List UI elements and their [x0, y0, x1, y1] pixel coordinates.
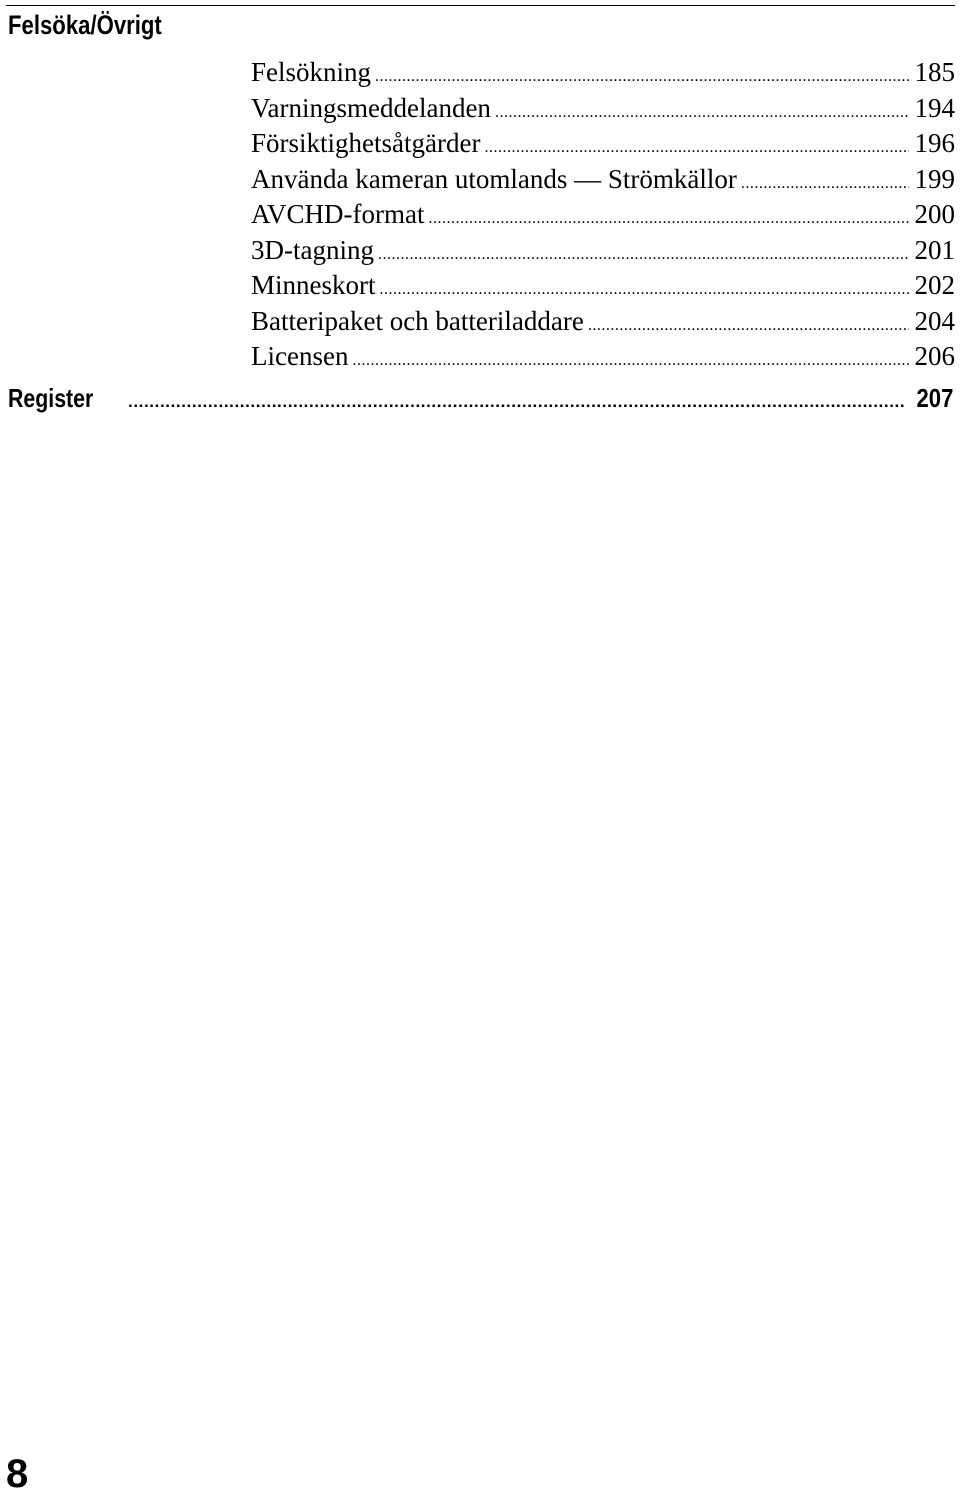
toc-dot-leader: [588, 308, 909, 340]
register-entry[interactable]: [8, 380, 953, 420]
toc-entry-page: 199: [914, 163, 955, 194]
toc-entry-title: Försiktighetsåtgärder: [251, 128, 481, 158]
page-number: 8: [6, 1452, 29, 1496]
toc-list: [251, 55, 955, 375]
toc-entry[interactable]: [251, 91, 955, 127]
register-page: 207: [916, 383, 953, 413]
toc-entry-title: AVCHD-format: [251, 199, 425, 229]
toc-dot-leader: [380, 272, 909, 304]
toc-entry-page: 200: [914, 199, 955, 229]
toc-entry-title: Använda kameran utomlands — Strömkällor: [251, 163, 737, 194]
toc-dot-leader: [375, 59, 908, 91]
toc-entry[interactable]: [251, 304, 955, 340]
toc-entry[interactable]: [251, 268, 955, 304]
toc-entry[interactable]: [251, 233, 955, 269]
toc-entry-title: 3D-tagning: [251, 234, 374, 265]
toc-dot-leader: [741, 166, 909, 198]
toc-entry-page: 196: [914, 128, 955, 158]
toc-entry[interactable]: [251, 339, 955, 375]
toc-entry-title: Batteripaket och batteriladdare: [251, 305, 584, 336]
toc-entry-title: Licensen: [251, 341, 349, 371]
top-rule: [6, 5, 955, 6]
toc-entry-title: Minneskort: [251, 270, 376, 300]
toc-entry-page: 202: [914, 270, 955, 300]
register-dot-leader: [128, 384, 906, 420]
toc-entry-title: Felsökning: [251, 57, 372, 87]
toc-entry-page: 194: [914, 92, 955, 123]
toc-entry[interactable]: [251, 55, 955, 91]
toc-entry[interactable]: [251, 197, 955, 233]
toc-dot-leader: [495, 95, 909, 127]
toc-entry[interactable]: [251, 162, 955, 198]
toc-dot-leader: [484, 130, 908, 162]
toc-entry-page: 206: [914, 341, 955, 371]
toc-dot-leader: [428, 201, 908, 233]
toc-entry-title: Varningsmeddelanden: [251, 92, 491, 123]
toc-entry-page: 204: [914, 305, 955, 336]
toc-entry-page: 185: [914, 57, 955, 87]
toc-dot-leader: [352, 343, 908, 375]
toc-dot-leader: [378, 237, 909, 269]
toc-entry[interactable]: [251, 126, 955, 162]
section-heading: Felsöka/Övrigt: [8, 10, 162, 40]
toc-entry-page: 201: [914, 234, 955, 265]
register-title: Register: [8, 383, 94, 413]
